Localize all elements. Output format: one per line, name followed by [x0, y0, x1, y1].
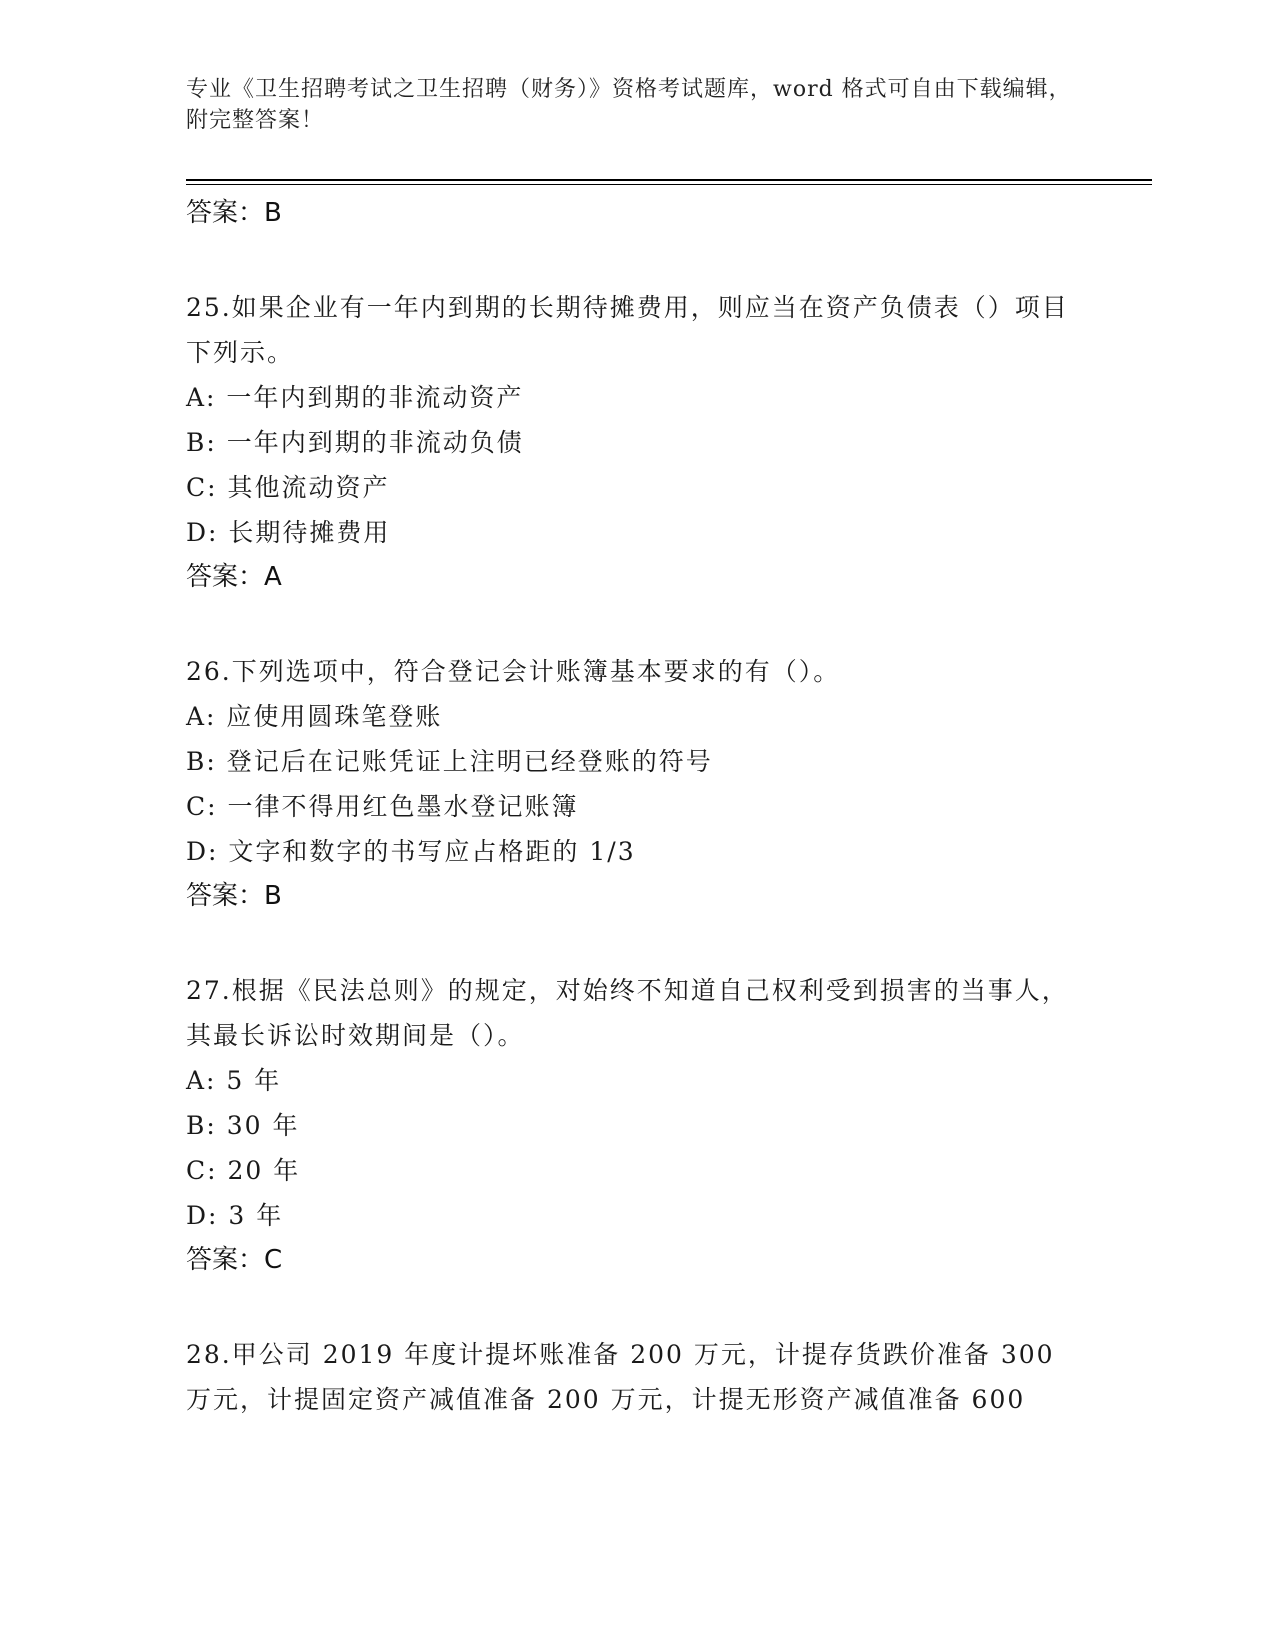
- option-a: A: 应使用圆珠笔登账: [186, 702, 443, 731]
- option-b: B: 一年内到期的非流动负债: [186, 428, 524, 457]
- option-c: C: 其他流动资产: [186, 473, 390, 502]
- option-d: D: 3 年: [186, 1201, 284, 1230]
- question-26: [186, 649, 1086, 919]
- question-stem: 28.甲公司 2019 年度计提坏账准备 200 万元，计提存货跌价准备 300 万元，计提固定资产减值准备 200 万元，计提无形资产减值准备 600: [186, 1340, 1055, 1414]
- option-b: B: 登记后在记账凭证上注明已经登账的符号: [186, 747, 713, 776]
- document-header: 专业《卫生招聘考试之卫生招聘（财务）》资格考试题库，word 格式可自由下载编辑，附完整答案！: [186, 77, 1072, 133]
- option-a: A: 5 年: [186, 1066, 282, 1095]
- question-25: [186, 285, 1086, 600]
- question-stem: 26.下列选项中，符合登记会计账簿基本要求的有（）。: [186, 657, 841, 686]
- document-body: [186, 191, 1086, 1422]
- answer-line: 答案：C: [186, 1245, 283, 1275]
- question-stem: 25.如果企业有一年内到期的长期待摊费用，则应当在资产负债表（）项目下列示。: [186, 293, 1069, 367]
- header-divider-thin: [186, 184, 1152, 185]
- option-d: D: 长期待摊费用: [186, 518, 391, 547]
- question-stem: 27.根据《民法总则》的规定，对始终不知道自己权利受到损害的当事人，其最长诉讼时效期间是（）。: [186, 976, 1069, 1050]
- answer-line-prev: 答案：B: [186, 198, 282, 228]
- option-a: A: 一年内到期的非流动资产: [186, 383, 524, 412]
- option-b: B: 30 年: [186, 1111, 300, 1140]
- option-c: C: 20 年: [186, 1156, 301, 1185]
- answer-line: 答案：B: [186, 881, 282, 911]
- answer-line: 答案：A: [186, 562, 282, 592]
- option-c: C: 一律不得用红色墨水登记账簿: [186, 792, 579, 821]
- header-divider-thick: [186, 179, 1152, 181]
- question-27: [186, 968, 1086, 1283]
- option-d: D: 文字和数字的书写应占格距的 1/3: [186, 837, 636, 866]
- question-28: [186, 1332, 1086, 1422]
